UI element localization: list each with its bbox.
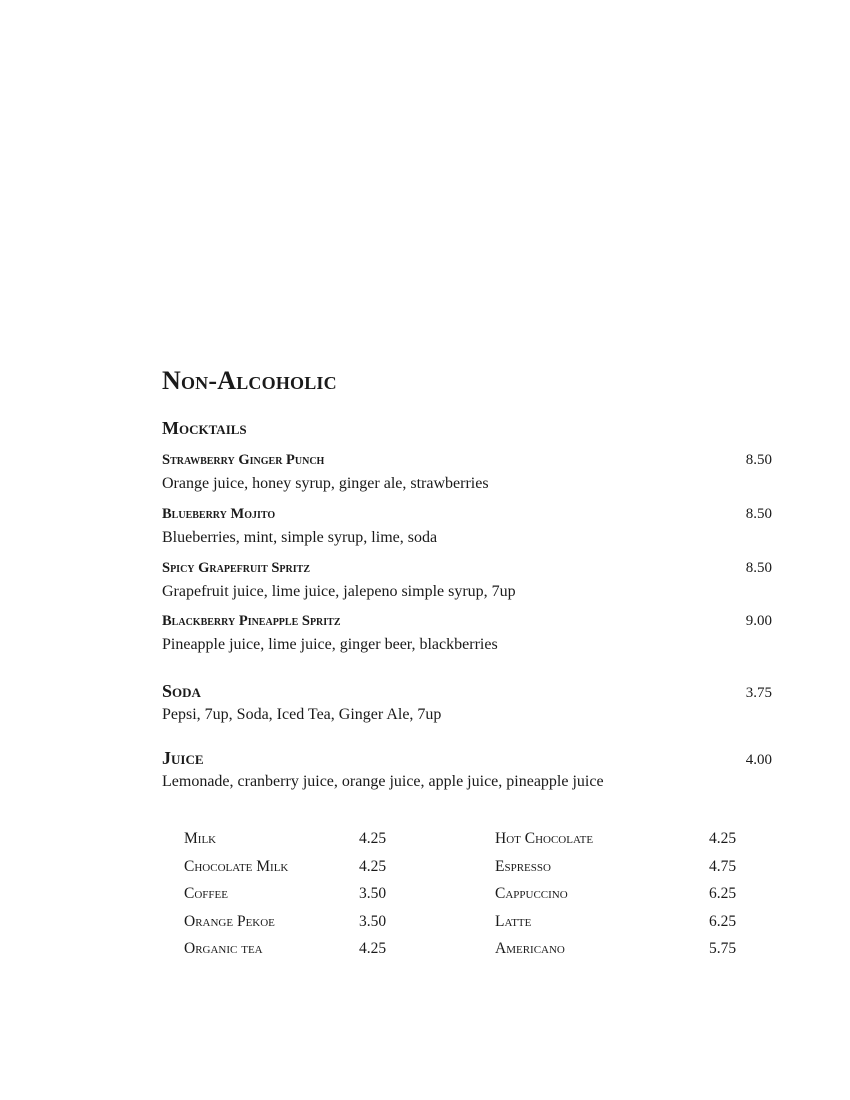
drink-row [184,940,386,968]
drink-name: Chocolate Milk [184,857,289,875]
drink-price: 3.50 [359,885,387,902]
item-price: 8.50 [745,452,772,468]
soda-description: Pepsi, 7up, Soda, Iced Tea, Ginger Ale, 7up [162,706,442,723]
drink-row [495,940,736,968]
item-description: Pineapple juice, lime juice, ginger beer, blackberries [162,636,498,653]
juice-title: Juice [162,748,204,768]
menu-item [162,613,772,654]
item-name: Blackberry Pineapple Spritz [162,613,341,629]
section-title: Non-Alcoholic [162,366,337,395]
drink-row [184,858,386,886]
menu-item [162,560,772,601]
drink-row [495,858,736,886]
drink-price: 6.25 [709,912,737,930]
drink-name: Orange Pekoe [184,912,275,930]
drink-row [495,830,736,858]
item-description: Blueberries, mint, simple syrup, lime, soda [162,529,438,546]
menu-item [162,506,772,547]
item-price: 8.50 [745,506,772,522]
drink-name: Latte [495,912,532,930]
item-price: 8.50 [745,560,772,576]
item-description: Orange juice, honey syrup, ginger ale, strawberries [162,475,489,492]
drink-row [184,913,386,941]
drink-name: Organic tea [184,940,263,957]
juice-price: 4.00 [745,752,772,768]
drink-price: 4.25 [359,830,387,847]
drink-name: Coffee [184,885,228,902]
item-price: 9.00 [745,613,772,629]
soda-title: Soda [162,681,201,701]
juice-item [162,748,772,791]
drink-price: 4.25 [359,857,387,875]
mocktails-heading: Mocktails [162,418,247,438]
drink-price: 5.75 [709,940,737,957]
item-name: Blueberry Mojito [162,506,276,522]
drink-row [184,830,386,858]
menu-item [162,452,772,493]
drink-price: 3.50 [359,912,387,930]
drink-name: Milk [184,830,217,847]
drink-price: 4.75 [709,857,737,875]
drink-row [495,913,736,941]
drink-price: 6.25 [709,885,737,902]
juice-description: Lemonade, cranberry juice, orange juice, apple juice, pineapple juice [162,773,604,790]
drink-name: Espresso [495,857,551,875]
drink-row [184,885,386,913]
item-name: Spicy Grapefruit Spritz [162,560,310,576]
item-description: Grapefruit juice, lime juice, jalepeno simple syrup, 7up [162,583,516,600]
drink-name: Cappuccino [495,885,568,902]
drink-name: Hot Chocolate [495,830,594,847]
drink-row [495,885,736,913]
soda-item [162,681,772,724]
drink-price: 4.25 [359,940,387,957]
drink-price: 4.25 [709,830,737,847]
hot-drinks-right-column [495,830,736,968]
hot-drinks-left-column [184,830,386,968]
item-name: Strawberry Ginger Punch [162,452,325,468]
drink-name: Americano [495,940,565,957]
soda-price: 3.75 [745,685,772,701]
